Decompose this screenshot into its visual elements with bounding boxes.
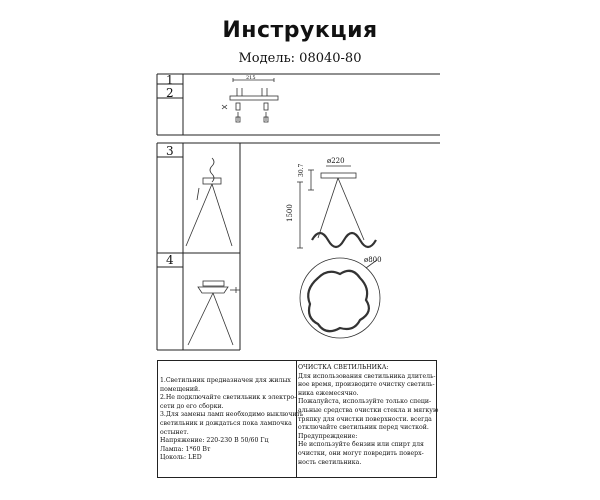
step-number: 3 bbox=[166, 144, 174, 158]
note-line: Не используйте бензин или спирт для bbox=[298, 441, 424, 449]
dimension-canopy-height: 30.7 bbox=[298, 163, 305, 177]
page-title: Инструкция bbox=[222, 18, 378, 43]
notes-table bbox=[157, 360, 437, 478]
note-line: помещений. bbox=[160, 385, 201, 393]
warning-label: Предупреждение: bbox=[298, 432, 358, 440]
note-line: отключайте светильник перед чисткой. bbox=[298, 424, 429, 432]
note-line: 1.Светильник предназначен для жилых bbox=[160, 377, 291, 384]
note-line: 2.Не подключайте светильник к электро- bbox=[160, 394, 297, 402]
note-line: Лампа: 1*60 Вт bbox=[160, 445, 211, 453]
dimension-ring-diameter: ø800 bbox=[364, 256, 382, 264]
note-line: ное время, производите очистку светиль- bbox=[298, 381, 435, 389]
note-line: Пожалуйста, используйте только специ- bbox=[298, 398, 432, 406]
step-number: 4 bbox=[166, 253, 174, 267]
note-line: ность светильника. bbox=[298, 458, 362, 466]
dimension-bracket-width: 215 bbox=[246, 75, 256, 81]
mounting-bracket-drawing bbox=[222, 78, 278, 122]
cleaning-heading: ОЧИСТКА СВЕТИЛЬНИКА: bbox=[298, 364, 389, 371]
side-elevation-drawing bbox=[297, 163, 376, 248]
dimension-canopy-diameter: ø220 bbox=[327, 157, 345, 165]
safety-notes bbox=[160, 361, 304, 477]
dimension-cable-length: 1500 bbox=[286, 204, 294, 222]
notes-divider bbox=[296, 361, 297, 477]
note-line: сети до его сборки. bbox=[160, 402, 224, 410]
note-line: 3.Для замены ламп необходимо выключить bbox=[160, 411, 304, 419]
note-line: Напряжение: 220-230 В 50/60 Гц bbox=[160, 437, 269, 445]
note-line: светильник и дождаться пока лампочка bbox=[160, 419, 292, 427]
note-line: ника ежемесячно. bbox=[298, 389, 359, 397]
step-number: 2 bbox=[166, 86, 174, 100]
suspension-drawing bbox=[186, 158, 232, 246]
note-line: тряпку для очистки поверхности. всегда bbox=[298, 415, 432, 423]
note-line: альные средства очистки стекла и мягкую bbox=[298, 406, 439, 414]
note-line: очистки, они могут повредить поверх- bbox=[298, 449, 424, 457]
step-number: 1 bbox=[166, 73, 174, 87]
step-1-2-frame bbox=[157, 74, 440, 135]
model-number: Модель: 08040-80 bbox=[238, 51, 362, 66]
note-line: Цоколь: LED bbox=[160, 454, 202, 462]
note-line: Для использования светильника длитель- bbox=[298, 372, 436, 380]
canopy-drawing bbox=[188, 281, 240, 345]
note-line: остынет. bbox=[160, 428, 189, 436]
cleaning-notes bbox=[298, 361, 439, 477]
top-view-ring-drawing bbox=[300, 258, 380, 338]
